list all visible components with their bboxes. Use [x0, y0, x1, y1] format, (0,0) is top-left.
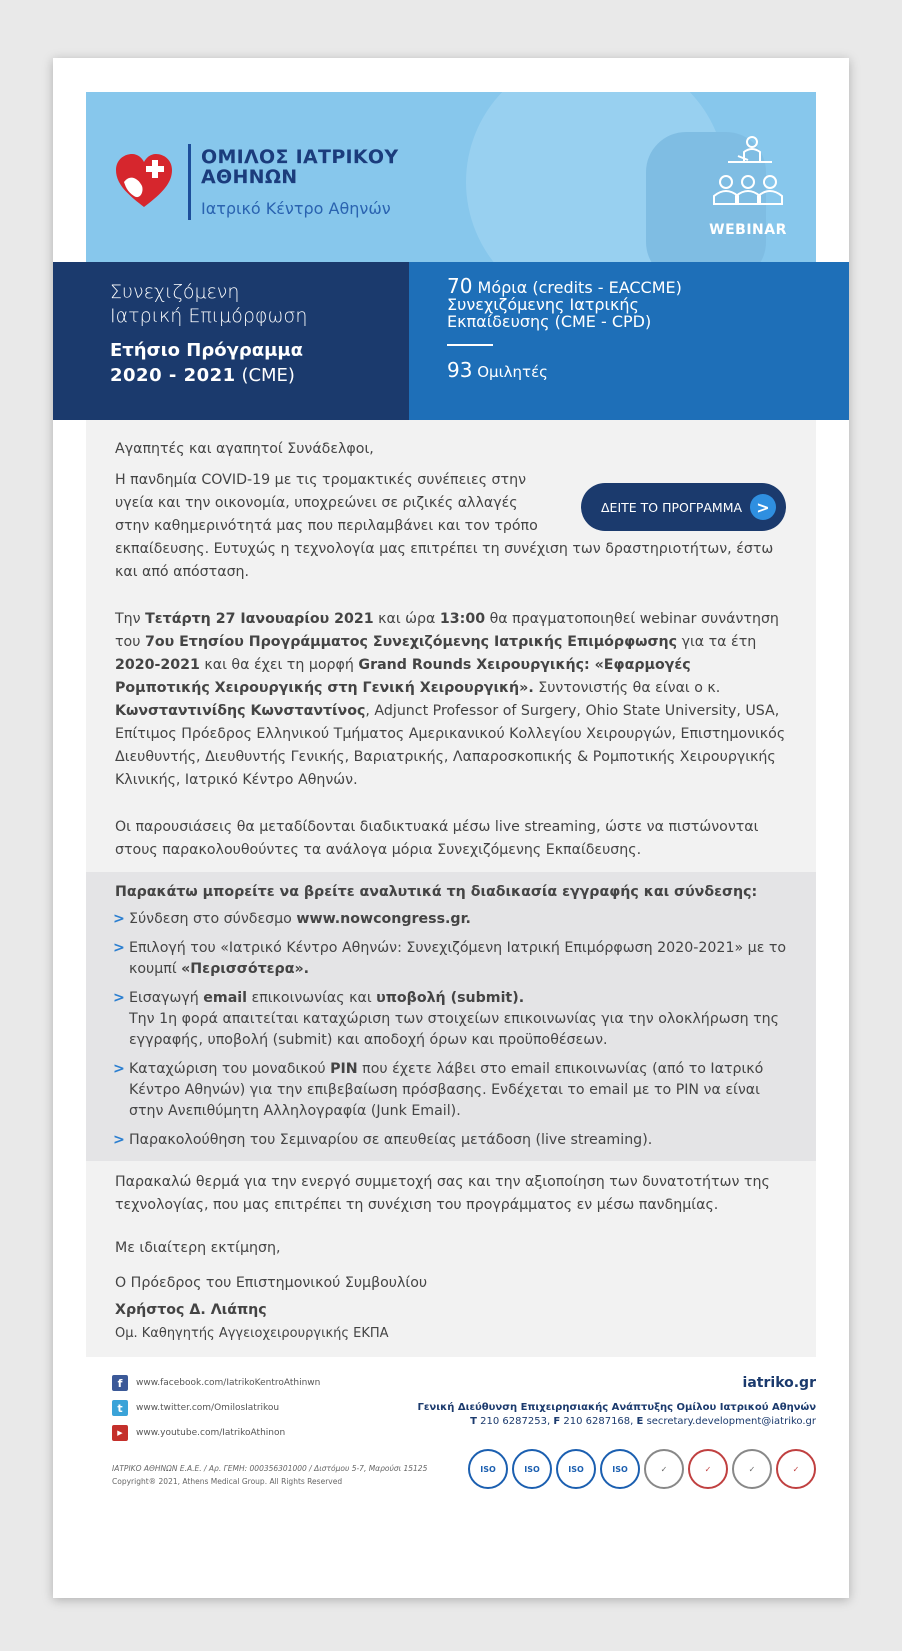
youtube-link[interactable]: ▶ www.youtube.com/IatrikoAthinon — [112, 1425, 320, 1441]
view-program-button[interactable]: ΔΕΙΤΕ ΤΟ ΠΡΟΓΡΑΜΜΑ > — [581, 483, 786, 531]
webinar-label: WEBINAR — [709, 222, 787, 238]
contact-details: T 210 6287253, F 210 6287168, E secretary.development@iatriko.gr — [470, 1416, 816, 1427]
credits-info: 70 Μόρια (credits - EACCME) Συνεχιζόμενης Ιατρικής Εκπαίδευσης (CME - CPD) — [447, 274, 682, 331]
regards: Με ιδιαίτερη εκτίμηση, — [115, 1240, 281, 1256]
logo-subtitle: Ιατρικό Κέντρο Αθηνών — [201, 198, 391, 218]
presenter-audience-icon — [708, 134, 788, 214]
speakers-info: 93 Ομιλητές — [447, 358, 548, 382]
contact-block — [417, 1375, 816, 1429]
email-link[interactable]: secretary.development@iatriko.gr — [646, 1416, 816, 1427]
signatory-name: Χρήστος Δ. Λιάπης — [115, 1302, 267, 1318]
legal-info — [112, 1462, 427, 1488]
social-links — [112, 1375, 320, 1450]
logo-line1: ΟΜΙΛΟΣ ΙΑΤΡΙΚΟΥ — [201, 145, 399, 168]
certification-badge-icon: ISO — [468, 1449, 508, 1489]
certifications — [468, 1449, 816, 1489]
facebook-link[interactable]: f www.facebook.com/IatrikoKentroAthinwn — [112, 1375, 320, 1391]
program-title-block — [53, 262, 409, 420]
chevron-right-icon: > — [113, 1132, 125, 1148]
facebook-icon: f — [112, 1375, 128, 1391]
speakers-number: 93 — [447, 358, 473, 382]
site-link[interactable]: iatriko.gr — [742, 1375, 816, 1391]
nowcongress-link[interactable]: www.nowcongress.gr. — [296, 911, 471, 927]
step-item: > Εισαγωγή email επικοινωνίας και υποβολή (submit). Την 1η φορά απαιτείται καταχώριση των στοιχείων επικοινωνίας για την ολοκλήρωση της εγγραφής, υποβολή (submit) και αποδοχή όρων και προϋποθέσεων. — [113, 990, 779, 1048]
letter-body — [86, 420, 816, 872]
title-line2: Ιατρική Επιμόρφωση — [110, 305, 308, 327]
signatory-title: Ομ. Καθηγητής Αγγειοχειρουργικής ΕΚΠΑ — [115, 1326, 389, 1341]
step-item: > Σύνδεση στο σύνδεσμο www.nowcongress.gr. — [115, 909, 796, 930]
closing-section — [86, 1161, 816, 1357]
twitter-link[interactable]: t www.twitter.com/OmilosIatrikou — [112, 1400, 320, 1416]
logo[interactable] — [114, 144, 398, 220]
step-item: > Παρακολούθηση του Σεμιναρίου σε απευθείας μετάδοση (live streaming). — [115, 1130, 796, 1151]
credits-number: 70 — [447, 274, 473, 298]
certification-badge-icon: ISO — [556, 1449, 596, 1489]
webinar-badge — [708, 134, 788, 238]
streaming-paragraph: Οι παρουσιάσεις θα μεταδίδονται διαδικτυακά μέσω live streaming, ώστε να πιστώνονται στους παρακολουθούντες τα ανάλογα μόρια Συνεχιζόμενης Εκπαίδευσης. — [115, 819, 759, 858]
newsletter-card — [53, 58, 849, 1598]
program-stats-block — [409, 262, 849, 420]
signatory-role: Ο Πρόεδρος του Επιστημονικού Συμβουλίου — [115, 1275, 428, 1291]
newsletter-content — [86, 92, 816, 1517]
company-registration: ΙΑΤΡΙΚΟ ΑΘΗΝΩΝ Ε.Α.Ε. / Αρ. ΓΕΜΗ: 000356301000 / Διστόμου 5-7, Μαρούσι 15125 — [112, 1464, 428, 1473]
program-years: 2020 - 2021 (CME) — [110, 365, 295, 386]
title-line1: Συνεχιζόμενη — [110, 281, 240, 303]
greeting: Αγαπητές και αγαπητοί Συνάδελφοι, — [115, 441, 374, 457]
certification-badge-icon: ✓ — [732, 1449, 772, 1489]
chevron-right-icon: > — [113, 1061, 125, 1077]
stats-divider — [447, 344, 493, 346]
footer — [86, 1357, 816, 1517]
step-item: > Επιλογή του «Ιατρικό Κέντρο Αθηνών: Συνεχιζόμενη Ιατρική Επιμόρφωση 2020-2021» με το κουμπί «Περισσότερα». — [113, 940, 787, 977]
department: Γενική Διεύθυνση Επιχειρησιακής Ανάπτυξης Ομίλου Ιατρικού Αθηνών — [417, 1402, 816, 1413]
step-item: > Καταχώριση του μοναδικού PIN που έχετε λάβει στο email επικοινωνίας (από το Ιατρικό Κέντρο Αθηνών) για την επιβεβαίωση πρόσβασης. Ενδέχεται το email με το PIN να είναι στην Ανεπιθύμητη Αλληλογραφία (Junk Email). — [113, 1061, 764, 1119]
registration-steps — [86, 872, 816, 1161]
arrow-right-icon: > — [750, 494, 776, 520]
twitter-icon: t — [112, 1400, 128, 1416]
steps-heading: Παρακάτω μπορείτε να βρείτε αναλυτικά τη διαδικασία εγγραφής και σύνδεσης: — [115, 884, 758, 900]
hero-banner — [86, 92, 816, 262]
program-band — [53, 262, 849, 420]
closing-paragraph: Παρακαλώ θερμά για την ενεργό συμμετοχή σας και την αξιοποίηση των δυνατοτήτων της τεχνολογίας, που μας επιτρέπει τη συνέχιση του προγράμματος εν μέσω πανδημίας. — [115, 1174, 770, 1213]
heart-cross-icon — [114, 152, 174, 212]
certification-badge-icon: ✓ — [688, 1449, 728, 1489]
chevron-right-icon: > — [113, 940, 125, 956]
certification-badge-icon: ✓ — [776, 1449, 816, 1489]
chevron-right-icon: > — [113, 911, 125, 927]
event-paragraph: Την Τετάρτη 27 Ιανουαρίου 2021 και ώρα 13:00 θα πραγματοποιηθεί webinar συνάντηση του 7ου Ετησίου Προγράμματος Συνεχιζόμενης Ιατρικής Επιμόρφωσης για τα έτη 2020-2021 και θα έχει τη μορφή Grand Rounds Χειρουργικής: «Εφαρμογές Ρομποτικής Χειρουργικής στη Γενική Χειρουργική». Συντονιστής θα είναι ο κ. Κωνσταντινίδης Κωνσταντίνος, Adjunct Professor of Surgery, Ohio State University, USA, Επίτιμος Πρόεδρος Ελληνικού Τμήματος Αμερικανικού Κολλεγίου Χειρουργών, Επιστημονικός Διευθυντής, Διευθυντής Γενικής, Βαριατρικής, Λαπαροσκοπικής & Ρομποτικής Χειρουργικής Κλινικής, Ιατρικό Κέντρο Αθηνών. — [115, 611, 786, 788]
intro-paragraph: Η πανδημία COVID-19 με τις τρομακτικές συνέπειες στην υγεία και την οικονομία, υποχρεώνει σε ριζικές αλλαγές στην καθημερινότητά μας που περιλαμβάνει και τον τρόπο εκπαίδευσης. Ευτυχώς η τεχνολογία μας επιτρέπει τη συνέχιση των δραστηριοτήτων, έστω και από απόσταση. — [115, 472, 774, 580]
chevron-right-icon: > — [113, 990, 125, 1006]
certification-badge-icon: ✓ — [644, 1449, 684, 1489]
certification-badge-icon: ISO — [600, 1449, 640, 1489]
program-label: Ετήσιο Πρόγραμμα — [110, 340, 303, 361]
logo-line2: ΑΘΗΝΩΝ — [201, 165, 298, 188]
youtube-icon: ▶ — [112, 1425, 128, 1441]
certification-badge-icon: ISO — [512, 1449, 552, 1489]
copyright: Copyright® 2021, Athens Medical Group. All Rights Reserved — [112, 1477, 343, 1486]
